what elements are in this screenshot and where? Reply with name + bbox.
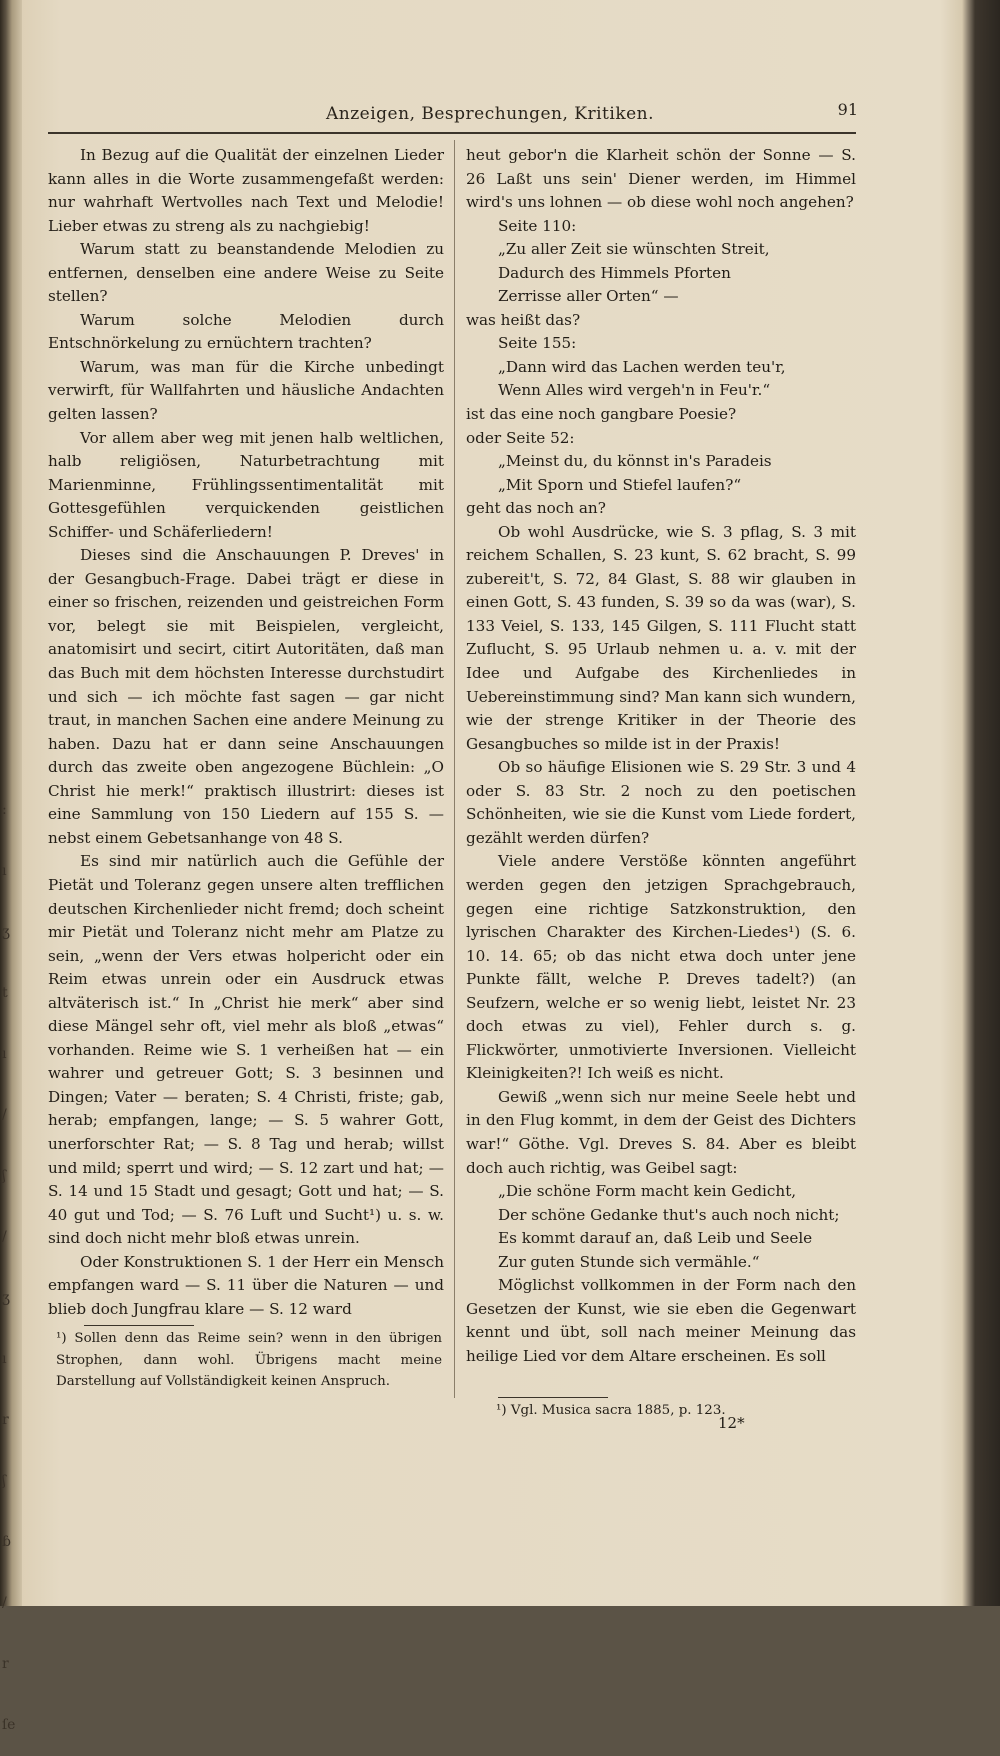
footnote-rule (84, 1325, 194, 1326)
gutter-fragment: : (2, 802, 7, 818)
paragraph: heut gebor'n die Klarheit schön der Sonne — S. 26 Laßt uns sein' Diener werden, im Himmel wird's uns lohnen — ob diese wohl noch angehen? (466, 146, 856, 212)
left-footnote: ¹) Sollen denn das Reime sein? wenn in den übrigen Strophen, dann wohl. Übrigens macht meine Darstellung auf Vollständigkeit keinen Anspruch. (56, 1331, 442, 1389)
verse-line: „Meinst du, du könnst in's Paradeis (498, 452, 772, 471)
gutter-fragment: t (2, 985, 8, 1001)
gutter-fragment: ſe (2, 1717, 16, 1733)
header-rule (48, 132, 856, 134)
gutter-fragment: ʃ (2, 1168, 6, 1184)
running-head: Anzeigen, Besprechungen, Kritiken. (326, 104, 655, 124)
paragraph: Warum, was man für die Kirche unbedingt verwirft, für Wallfahrten und häusliche Andachten gelten lassen? (48, 357, 444, 424)
paragraph: Gewiß „wenn sich nur meine Seele hebt und in den Flug kommt, in dem der Geist des Dichters war!“ Göthe. Vgl. Dreves S. 84. Aber es bleibt doch auch richtig, was Geibel sagt: (466, 1087, 856, 1177)
left-column (48, 144, 444, 1321)
gutter-fragment: ı (2, 1351, 7, 1367)
gutter-fragment: ɓ (2, 1534, 11, 1550)
footnote-rule (498, 1397, 608, 1398)
gutter-fragment: r (2, 1656, 9, 1672)
paragraph: Möglichst vollkommen in der Form nach den Gesetzen der Kunst, wie sie eben die Gegenwart kennt und übt, soll nach meiner Meinung das heilige Lied vor dem Altare erscheinen. Es soll (466, 1276, 856, 1365)
gutter-fragment: ʒ (2, 924, 10, 940)
verse-line: Es kommt darauf an, daß Leib und Seele (498, 1229, 813, 1248)
paragraph: Oder Konstruktionen S. 1 der Herr ein Mensch empfangen ward — S. 11 über die Naturen — und blieb doch Jungfrau klare — S. 12 ward (48, 1252, 444, 1318)
gutter-fragments (2, 780, 18, 1756)
page-number: 91 (837, 100, 858, 119)
paragraph: Vor allem aber weg mit jenen halb weltlichen, halb religiösen, Naturbetrachtung mit Marienminne, Frühlingssentimentalität mit Gottesgefühlen verquickenden geistlichen Schiffer- und Schäferliedern! (48, 428, 444, 541)
paragraph: geht das noch an? (466, 499, 606, 518)
paragraph: Warum statt zu beanstandende Melodien zu entfernen, denselben eine andere Weise zu Seite stellen? (48, 240, 444, 306)
paragraph: Viele andere Verstöße könnten angeführt werden gegen den jetzigen Sprachgebrauch, gegen eine richtige Satzkonstruktion, den lyrischen Charakter des Kirchen-Liedes¹) (S. 6. 10. 14. 65; ob das nicht etwa doch unter jene Punkte fällt, welche P. Dreves tadelt?) (an Seufzern, welche er so wenig liebt, leistet Nr. 23 doch etwas zu viel), Fehler durch s. g. Flickwörter, unmotivierte Inversionen. Vielleicht Kleinigkeiten?! Ich weiß es nicht. (466, 852, 856, 1083)
paragraph: Ob so häufige Elisionen wie S. 29 Str. 3 und 4 oder S. 83 Str. 2 noch zu den poetischen Schönheiten, wie sie die Kunst vom Liede fordert, gezählt werden dürfen? (466, 758, 856, 847)
verse-line: Wenn Alles wird vergeh'n in Feu'r.“ (498, 381, 771, 400)
gutter-fragment: ʃ (2, 1473, 6, 1489)
paragraph: In Bezug auf die Qualität der einzelnen Lieder kann alles in die Worte zusammengefaßt werden: nur wahrhaft Wertvolles nach Text und Melodie! Lieber etwas zu streng als zu nachgiebig! (48, 146, 444, 235)
paragraph: Seite 110: (498, 216, 577, 235)
verse-line: „Zu aller Zeit sie wünschten Streit, (498, 240, 770, 259)
signature-mark: 12* (718, 1414, 745, 1432)
gutter-fragment: / (2, 1107, 7, 1123)
paragraph: Dieses sind die Anschauungen P. Dreves' in der Gesangbuch-Frage. Dabei trägt er diese in einer so frischen, reizenden und geistreichen Form vor, belegt sie mit Beispielen, vergleicht, anatomisirt und secirt, citirt Autoritäten, daß man das Buch mit dem höchsten Interesse durchstudirt und sich — ich möchte fast sagen — gar nicht traut, in manchen Sachen eine andere Meinung zu haben. Dazu hat er dann seine Anschauungen durch das zweite oben angezogene Büchlein: „O Christ hie merk!“ praktisch illustrirt: dieses ist eine Sammlung von 150 Liedern auf 155 S. — nebst einem Gebetsanhange von 48 S. (48, 546, 444, 847)
verse-line: Zur guten Stunde sich vermähle.“ (498, 1252, 760, 1271)
gutter-fragment: ı (2, 863, 7, 879)
paragraph: Seite 155: (498, 334, 577, 353)
right-column (466, 144, 856, 1368)
verse-line: Der schöne Gedanke thut's auch noch nicht; (498, 1205, 840, 1224)
paragraph: was heißt das? (466, 310, 581, 329)
paragraph: ist das eine noch gangbare Poesie? (466, 405, 737, 424)
gutter-fragment: / (2, 1595, 7, 1611)
gutter-fragment: ʒ (2, 1290, 10, 1306)
gutter-fragment: ı (2, 1046, 7, 1062)
verse-line: „Die schöne Form macht kein Gedicht, (498, 1182, 797, 1201)
page-header (48, 96, 858, 130)
paragraph: Es sind mir natürlich auch die Gefühle der Pietät und Toleranz gegen unsere alten trefflichen deutschen Kirchenlieder nicht fremd; doch scheint mir Pietät und Toleranz nicht mehr am Platze zu sein, „wenn der Vers etwas holpericht oder ein Reim etwas unrein oder ein Ausdruck etwas altväterisch ist.“ In „Christ hie merk“ aber sind diese Mängel sehr oft, viel mehr als bloß „etwas“ vorhanden. Reime wie S. 1 verheißen hat — ein wahrer und getreuer Gott; S. 3 besinnen und Dingen; Vater — beraten; S. 4 Christi, friste; gab, herab; empfangen, lange; — S. 5 wahrer Gott, unerforschter Rat; — S. 8 Tag und herab; willst und mild; sperrt und wird; — S. 12 zart und hat; — S. 14 und 15 Stadt und gesagt; Gott und hat; — S. 40 gut und Tod; — S. 76 Luft und Sucht¹) u. s. w. sind doch nicht mehr bloß etwas unrein. (48, 852, 444, 1248)
paragraph: Warum solche Melodien durch Entschnörkelung zu ernüchtern trachten? (48, 310, 444, 353)
paragraph: oder Seite 52: (466, 428, 575, 447)
verse-line: „Dann wird das Lachen werden teu'r, (498, 357, 786, 376)
verse-line: Zerrisse aller Orten“ — (498, 287, 679, 306)
verse-line: Dadurch des Himmels Pforten (498, 263, 731, 282)
right-footnote: ¹) Vgl. Musica sacra 1885, p. 123. (496, 1403, 726, 1418)
gutter-fragment: r (2, 1412, 9, 1428)
gutter-fragment: / (2, 1229, 7, 1245)
column-divider (454, 140, 455, 1398)
verse-line: „Mit Sporn und Stiefel laufen?“ (498, 475, 742, 494)
paragraph: Ob wohl Ausdrücke, wie S. 3 pflag, S. 3 mit reichem Schallen, S. 23 kunt, S. 62 bracht, S. 99 zubereit't, S. 72, 84 Glast, S. 88 wir glauben in einen Gott, S. 43 funden, S. 39 so da was (war), S. 133 Veiel, S. 133, 145 Gilgen, S. 111 Flucht statt Zuflucht, S. 95 Urlaub nehmen u. a. v. mit der Idee und Aufgabe des Kirchenliedes in Uebereinstimmung sind? Man kann sich wundern, wie der strenge Kritiker in der Theorie des Gesangbuches so milde ist in der Praxis! (466, 522, 856, 753)
